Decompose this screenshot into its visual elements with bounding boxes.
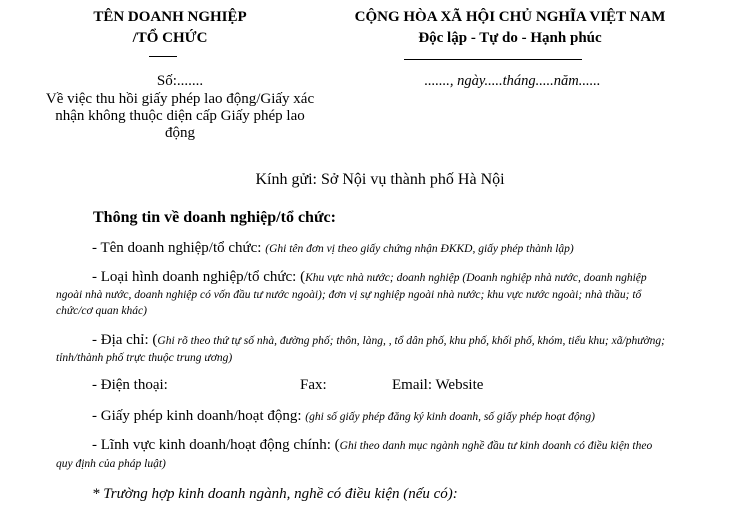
national-motto: Độc lập - Tự do - Hạnh phúc [418, 30, 602, 46]
document-subject [20, 91, 340, 142]
date-line: ......., ngày.....tháng.....năm...... [424, 73, 601, 89]
right-header-underline [404, 59, 582, 60]
document-number: Số:....... [156, 73, 204, 89]
field-business-line [92, 436, 722, 454]
field-company-type-label: - Loại hình doanh nghiệp/tổ chức: ( [92, 269, 306, 285]
field-company-type-note-1: Khu vực nhà nước; doanh nghiệp (Doanh nghiệp nhà nước, doanh nghiệp [305, 272, 647, 284]
field-address-note-2: tỉnh/thành phố trực thuộc trung ương) [56, 352, 233, 364]
conditional-business-note: * Trường hợp kinh doanh ngành, nghề có điều kiện (nếu có): [92, 486, 458, 502]
left-header-underline [149, 56, 177, 57]
national-title: CỘNG HÒA XÃ HỘI CHỦ NGHĨA VIỆT NAM [354, 9, 666, 25]
field-business-line-label: - Lĩnh vực kinh doanh/hoạt động chính: ( [92, 437, 340, 453]
field-company-type-note-3: chức/cơ quan khác) [56, 305, 147, 317]
section-title: Thông tin về doanh nghiệp/tổ chức: [93, 209, 336, 226]
field-company-name-label: - Tên doanh nghiệp/tổ chức: [92, 240, 266, 256]
field-address-note-1: Ghi rõ theo thứ tự số nhà, đường phố; thôn, làng, , tổ dân phố, khu phố, khối phố, khóm, tiểu khu; xã/phường; [157, 335, 665, 347]
subject-line-2: nhận không thuộc diện cấp Giấy phép lao [55, 108, 305, 124]
field-address-label: - Địa chỉ: ( [92, 332, 158, 348]
field-fax-label: Fax: [300, 377, 327, 393]
subject-line-1: Về việc thu hồi giấy phép lao động/Giấy xác [45, 91, 315, 107]
field-phone-label: - Điện thoại: [92, 377, 168, 393]
field-company-type [92, 268, 722, 286]
recipient-line: Kính gửi: Sở Nội vụ thành phố Hà Nội [255, 171, 505, 188]
company-name-line1: TÊN DOANH NGHIỆP [93, 9, 247, 25]
field-address [92, 331, 722, 349]
field-license-label: - Giấy phép kinh doanh/hoạt động: [92, 408, 306, 424]
field-company-name-note: (Ghi tên đơn vị theo giấy chứng nhận ĐKKD, giấy phép thành lập) [265, 243, 574, 255]
field-license-note: (ghi số giấy phép đăng ký kinh doanh, số giấy phép hoạt động) [305, 411, 595, 423]
field-license [92, 407, 722, 425]
field-email-label: Email: Website [392, 377, 484, 393]
company-name-line2: /TỔ CHỨC [132, 30, 208, 46]
field-business-line-note-1: Ghi theo danh mục ngành nghề đầu tư kinh doanh có điều kiện theo [339, 440, 653, 452]
field-company-name [92, 239, 722, 257]
field-business-line-note-2: quy định của pháp luật) [56, 458, 166, 470]
subject-line-3: động [165, 125, 195, 141]
field-company-type-note-2: ngoài nhà nước, doanh nghiệp có vốn đầu tư nước ngoài); đơn vị sự nghiệp ngoài nhà nước; khu vực nước ngoài; nhà thầu; tổ [56, 289, 642, 301]
